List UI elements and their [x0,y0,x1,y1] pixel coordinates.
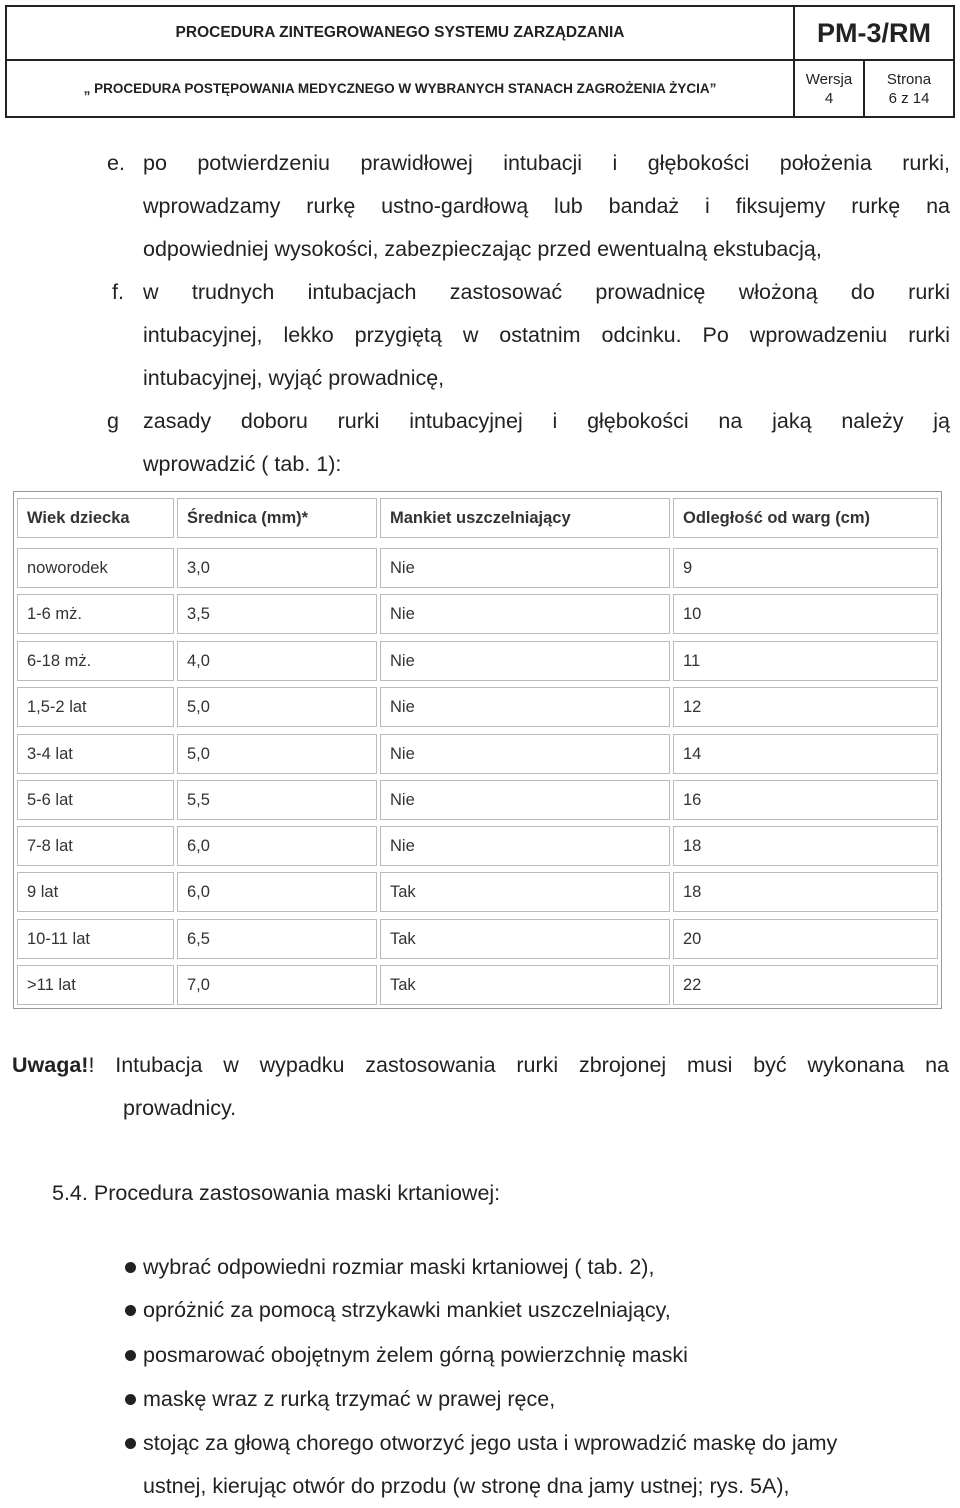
item-g-text [143,400,950,486]
list-item: opróżnić za pomocą strzykawki mankiet uszczelniający, [143,1298,671,1322]
item-g-line-2: wprowadzić ( tab. 1): [143,452,342,476]
page-cell [865,61,953,116]
table-header-cell: Wiek dziecka [17,498,174,538]
version-value: 4 [824,90,834,107]
table-cell: 6-18 mż. [17,641,174,681]
table-cell: 9 [673,548,938,588]
page-label: Strona [886,71,932,88]
table-row [14,684,941,730]
table-row [14,638,941,684]
bullet-icon [125,1394,136,1405]
table-cell: Nie [380,687,670,727]
bullet-icon [125,1305,136,1316]
warning-note-line-1 [12,1044,949,1087]
table-cell: Nie [380,641,670,681]
table-cell: 3,0 [177,548,377,588]
list-item: wybrać odpowiedni rozmiar maski krtaniowej ( tab. 2), [143,1255,655,1279]
item-f-line-3: intubacyjnej, wyjąć prowadnicę, [143,366,445,390]
item-e-line-1: po potwierdzeniu prawidłowej intubacji i głębokości położenia rurki, [143,151,950,175]
table-row [14,916,941,962]
table-cell: 7,0 [177,965,377,1005]
list-item: stojąc za głową chorego otworzyć jego usta i wprowadzić maskę do jamy [143,1431,838,1455]
table-cell: 10-11 lat [17,919,174,959]
header-row-1 [7,7,953,61]
table-row [14,545,941,591]
table-cell: Nie [380,734,670,774]
table-cell: 1,5-2 lat [17,687,174,727]
version-cell [795,61,865,116]
table-cell: 16 [673,780,938,820]
table-cell: Nie [380,594,670,634]
item-e-line-2: wprowadzamy rurkę ustno-gardłową lub bandaż i fiksujemy rurkę na [143,194,950,218]
section-number: 5.4. [52,1181,88,1205]
table-cell: 3-4 lat [17,734,174,774]
list-item-continuation: ustnej, kierując otwór do przodu (w stronę dna jamy ustnej; rys. 5A), [143,1474,790,1498]
item-e-text [143,142,950,271]
table-cell: 11 [673,641,938,681]
document-header [5,5,955,118]
section-title: Procedura zastosowania maski krtaniowej: [93,1181,501,1205]
warning-note-line-2: prowadnicy. [123,1096,237,1120]
table-cell: 12 [673,687,938,727]
table-row [14,823,941,869]
table-row [14,962,941,1008]
table-cell: 18 [673,826,938,866]
table-header-cell: Mankiet uszczelniający [380,498,670,538]
table-header-cell: Średnica (mm)* [177,498,377,538]
version-label: Wersja [805,71,853,88]
table-cell: 6,5 [177,919,377,959]
table-row [14,731,941,777]
table-cell: 20 [673,919,938,959]
bullet-icon [125,1438,136,1449]
item-f-marker: f. [112,280,124,304]
item-f-text [143,271,950,400]
list-item: posmarować obojętnym żelem górną powierzchnię maski [143,1343,688,1367]
table-cell: 7-8 lat [17,826,174,866]
table-cell: 1-6 mż. [17,594,174,634]
header-row-2 [7,61,953,116]
table-cell: noworodek [17,548,174,588]
table-cell: 10 [673,594,938,634]
header-title: PROCEDURA ZINTEGROWANEGO SYSTEMU ZARZĄDZANIA [7,7,795,59]
warning-note [12,1044,949,1087]
table-cell: Tak [380,872,670,912]
item-e-marker: e. [107,151,125,175]
table-cell: 5,5 [177,780,377,820]
table-cell: 14 [673,734,938,774]
section-heading [52,1172,500,1215]
warning-text: ! Intubacja w wypadku zastosowania rurki zbrojonej musi być wykonana na [88,1053,949,1077]
table-header-cell: Odległość od warg (cm) [673,498,938,538]
warning-label: Uwaga! [12,1053,89,1077]
table-cell: 18 [673,872,938,912]
table-cell: Nie [380,826,670,866]
table-cell: 22 [673,965,938,1005]
item-f-line-1: w trudnych intubacjach zastosować prowadnicę włożoną do rurki [143,280,950,304]
table-cell: Nie [380,780,670,820]
list-item: maskę wraz z rurką trzymać w prawej ręce, [143,1387,556,1411]
table-cell: 5,0 [177,687,377,727]
table-row [14,591,941,637]
table-cell: Nie [380,548,670,588]
header-subtitle: „ PROCEDURA POSTĘPOWANIA MEDYCZNEGO W WYBRANYCH STANACH ZAGROŻENIA ŻYCIA” [7,61,795,116]
table-row [14,869,941,915]
page-value: 6 z 14 [888,90,930,107]
bullet-icon [125,1350,136,1361]
item-e-line-3: odpowiedniej wysokości, zabezpieczając przed ewentualną ekstubacją, [143,237,822,261]
table-cell: 5,0 [177,734,377,774]
bullet-icon [125,1262,136,1273]
table-cell: 9 lat [17,872,174,912]
intubation-table [13,491,942,1009]
table-cell: 6,0 [177,826,377,866]
item-g-line-1: zasady doboru rurki intubacyjnej i głębokości na jaką należy ją [143,409,950,433]
table-header-row [14,495,941,541]
table-cell: >11 lat [17,965,174,1005]
table-cell: 4,0 [177,641,377,681]
table-cell: Tak [380,965,670,1005]
document-code: PM-3/RM [817,17,931,48]
table-cell: 6,0 [177,872,377,912]
table-cell: 5-6 lat [17,780,174,820]
item-f-line-2: intubacyjnej, lekko przygiętą w ostatnim odcinku. Po wprowadzeniu rurki [143,323,950,347]
table-cell: 3,5 [177,594,377,634]
table-cell: Tak [380,919,670,959]
table-row [14,777,941,823]
item-g-marker: g [107,409,119,433]
